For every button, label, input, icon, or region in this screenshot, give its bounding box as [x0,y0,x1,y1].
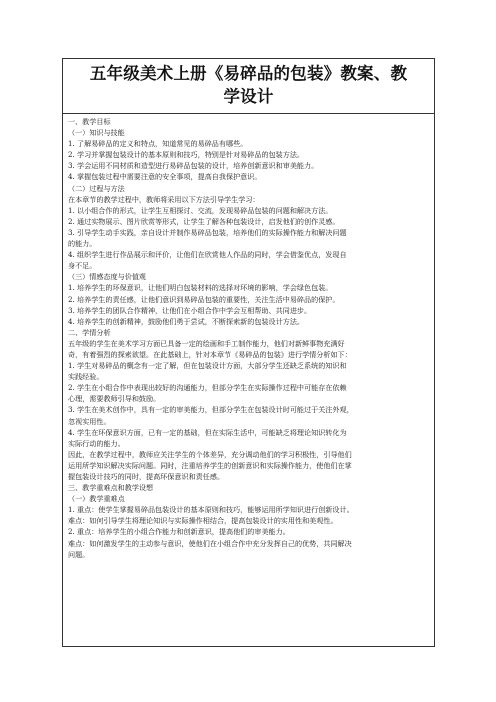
text-line: 2. 学生在小组合作中表现出较好的沟通能力，但部分学生在实际操作过程中可能存在依赖 [68,383,347,393]
text-line: 1. 学生对易碎品的概念有一定了解，但在包装设计方面，大部分学生还缺乏系统的知识和 [68,361,347,371]
text-line: 2. 通过实物展示、图片欣赏等形式，让学生了解各种包装设计，启发他们的创作灵感。 [68,216,340,226]
text-line: 4. 学生在环保意识方面，已有一定的基础，但在实际生活中，可能缺乏将理论知识转化为 [68,427,347,437]
content-cell [63,114,434,560]
text-line: 握包装设计技巧的同时，提高环保意识和责任感。 [68,472,225,481]
text-line: 1. 了解易碎品的定义和特点，知道常见的易碎品有哪些。 [68,139,248,149]
text-line: 因此，在教学过程中，教师应关注学生的个体差异，充分调动他们的学习积极性，引导他们 [68,449,352,459]
text-line: 2. 培养学生的责任感，让他们意识到易碎品包装的重要性，关注生活中易碎品的保护。 [68,294,340,304]
text-line: 的能力。 [68,239,97,249]
document-title-line-1: 五年级美术上册《易碎品的包装》教案、教 [89,64,408,83]
text-line: 2. 学习并掌握包装设计的基本原则和技巧，特别是针对易碎品的包装方法。 [68,150,305,160]
text-line: 实践经验。 [68,372,104,382]
text-line: （一）教学重难点 [68,494,125,504]
text-line: 3. 学生在美术创作中，具有一定的审美能力，但部分学生在包装设计时可能过于关注外观， [68,405,354,415]
text-line: 实际行动的能力。 [68,438,125,448]
text-line: 在本章节的教学过程中，教师将采用以下方法引导学生学习： [68,194,260,204]
text-line: 4. 组织学生进行作品展示和评价，让他们在欣赏他人作品的同时，学会借鉴优点，发现自 [68,250,347,260]
text-line: 身不足。 [68,261,97,271]
text-line: 3. 引导学生动手实践，亲自设计并制作易碎品包装，培养他们的实际操作能力和解决问题 [68,227,347,237]
text-line: 难点：如何引导学生将理论知识与实际操作相结合，提高包装设计的实用性和美观性。 [68,516,338,526]
text-line: 1. 重点：使学生掌握易碎品包装设计的基本原则和技巧，能够运用所学知识进行创新设计。 [68,505,354,515]
text-line: 难点：如何激发学生的主动参与意识，使他们在小组合作中充分发挥自己的优势，共同解决 [68,538,352,548]
text-line: 一、教学目标 [68,117,111,126]
text-line: 二、学情分析 [68,327,111,337]
text-line: 问题。 [68,549,90,559]
text-line: 1. 以小组合作的形式，让学生互相探讨、交流，发现易碎品包装的问题和解决方法。 [68,205,333,215]
text-line: （二）过程与方法 [68,183,125,193]
text-line: 4. 培养学生的创新精神，鼓励他们勇于尝试，不断探索新的包装设计方法。 [68,316,305,326]
text-line: 五年级的学生在美术学习方面已具备一定的绘画和手工制作能力，他们对新鲜事物充满好 [68,338,345,348]
text-line: （三）情感态度与价值观 [68,272,147,282]
document-table [62,58,435,647]
text-line: 三、教学重难点和教学设想 [68,483,154,493]
text-line: 2. 重点：培养学生的小组合作能力和创新意识，提高他们的审美能力。 [68,527,290,537]
text-line: （一）知识与技能 [68,128,125,138]
document-title-line-2: 学设计 [223,87,274,106]
text-line: 忽视实用性。 [68,416,111,426]
text-line: 运用所学知识解决实际问题。同时，注重培养学生的创新意识和实际操作能力，使他们在掌 [68,460,352,470]
text-line: 1. 培养学生的环保意识，让他们明白包装材料的选择对环境的影响，学会绿色包装。 [68,283,333,293]
title-cell [63,59,434,114]
text-line: 3. 学会运用不同材质和造型进行易碎品包装的设计，培养创新意识和审美能力。 [68,161,319,171]
text-line: 3. 培养学生的团队合作精神，让他们在小组合作中学会互相帮助、共同进步。 [68,305,312,315]
text-line: 4. 掌握包装过程中需要注意的安全事项，提高自我保护意识。 [68,172,262,182]
text-line: 奇，有着强烈的探索欲望。在此基础上，针对本章节《易碎品的包装》进行学情分析如下： [68,349,352,359]
text-line: 心理，需要教师引导和鼓励。 [68,394,161,404]
